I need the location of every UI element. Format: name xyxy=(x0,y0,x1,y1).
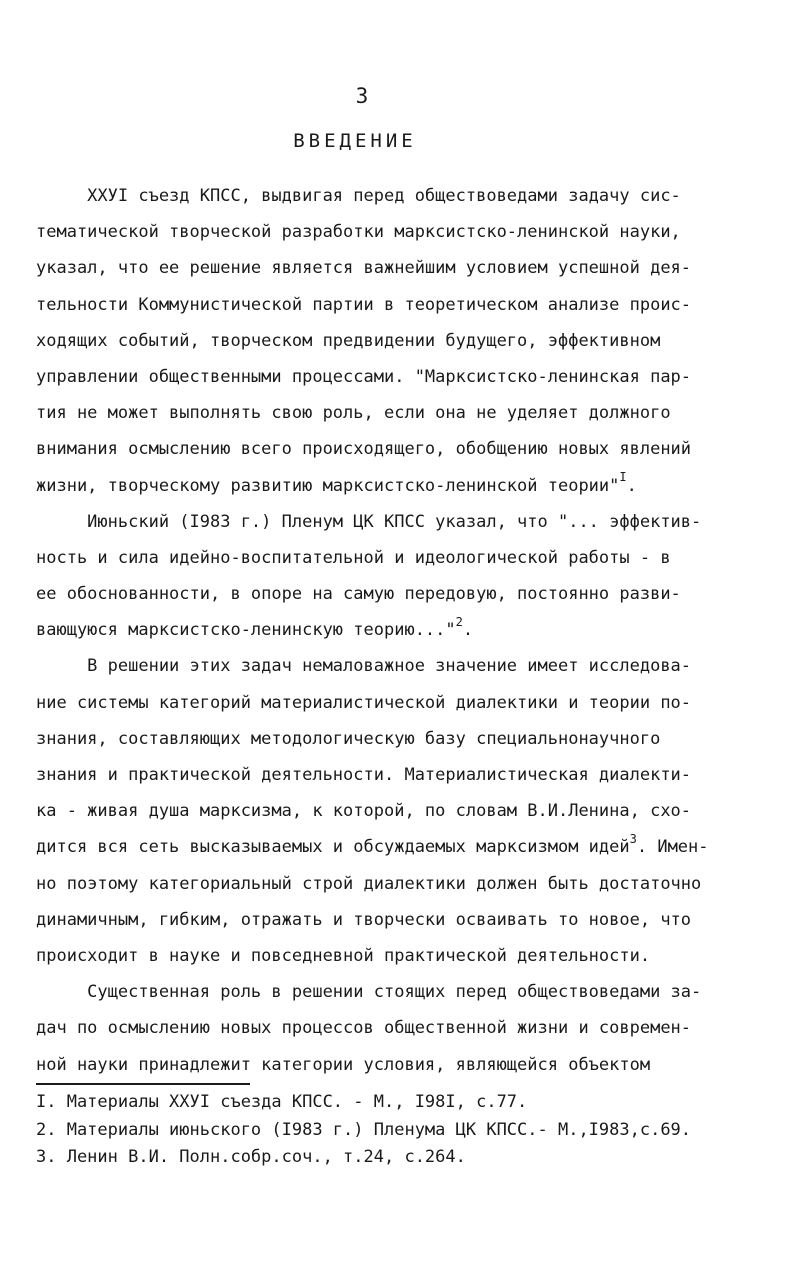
text-line: XXУI съезд КПСС, выдвигая перед обществоведами задачу сис- xyxy=(36,186,681,206)
paragraph-1 xyxy=(36,178,756,504)
text-line: ее обоснованности, в опоре на самую передовую, постоянно разви- xyxy=(36,584,681,605)
footnote-divider xyxy=(36,1083,250,1085)
main-text xyxy=(36,178,756,1083)
text-line: управлении общественными процессами. "Марксистско-ленинская пар- xyxy=(36,366,692,387)
footnote-ref: 2 xyxy=(455,614,463,629)
text-line: тельности Коммунистической партии в теоретическом анализе проис- xyxy=(36,294,692,315)
text-line: дач по осмыслению новых процессов общественной жизни и современ- xyxy=(36,1018,692,1039)
footnote-ref: 3 xyxy=(629,831,637,846)
text-line: указал, что ее решение является важнейшим условием успешной дея- xyxy=(36,258,692,279)
text-line: знания и практической деятельности. Материалистическая диалекти- xyxy=(36,765,692,785)
text-line: внимания осмыслению всего происходящего, обобщению новых явлений xyxy=(36,439,692,460)
paragraph-2 xyxy=(36,504,756,649)
footnote-1: I. Материалы XXУI съезда КПСС. - М., I98I, с.77. xyxy=(36,1092,528,1112)
text-line: но поэтому категориальный строй диалектики должен быть достаточно xyxy=(36,873,702,894)
text-line: ние системы категорий материалистической диалектики и теории по- xyxy=(36,692,692,713)
text-line: тия не может выполнять свою роль, если она не уделяет должного xyxy=(36,403,671,424)
text-line: ность и сила идейно-воспитательной и идеологической работы - в xyxy=(36,547,671,568)
paragraph-4 xyxy=(36,974,756,1083)
text-line: ной науки принадлежит категории условия, являющейся объектом xyxy=(36,1054,651,1075)
text-line xyxy=(36,829,756,865)
page-number: 3 xyxy=(355,84,369,108)
footnote-ref: I xyxy=(619,469,627,484)
text-segment: . xyxy=(462,620,474,641)
text-line: В решении этих задач немаловажное значение имеет исследова- xyxy=(36,656,692,677)
footnotes xyxy=(36,1089,776,1172)
text-line: тематической творческой разработки марксистско-ленинской науки, xyxy=(36,222,681,243)
text-line: ка - живая душа марксизма, к которой, по словам В.И.Ленина, схо- xyxy=(36,801,692,822)
text-segment: . xyxy=(626,475,637,496)
text-line: Июньский (I983 г.) Пленум ЦК КПСС указал, что "... эффектив- xyxy=(36,511,702,532)
paragraph-3 xyxy=(36,648,756,974)
text-segment: вающуюся марксистско-ленинскую теорию..." xyxy=(36,620,456,641)
text-segment: жизни, творческому развитию марксистско-ленинской теории" xyxy=(36,475,620,496)
text-segment: . Имен- xyxy=(636,837,709,858)
text-line xyxy=(36,612,756,648)
text-line: знания, составляющих методологическую базу специальнонаучного xyxy=(36,728,661,749)
text-line: ходящих событий, творческом предвидении будущего, эффективном xyxy=(36,330,661,351)
footnote-2: 2. Материалы июньского (I983 г.) Пленума ЦК КПСС.- М.,I983,с.69. xyxy=(36,1119,692,1140)
footnote-3: 3. Ленин В.И. Полн.собр.соч., т.24, с.264. xyxy=(36,1147,466,1167)
text-line: Существенная роль в решении стоящих перед обществоведами за- xyxy=(36,982,702,1003)
section-title: ВВЕДЕНИЕ xyxy=(293,130,417,152)
text-segment: дится вся сеть высказываемых и обсуждаемых марксизмом идей xyxy=(36,837,630,858)
text-line xyxy=(36,468,756,504)
text-line: происходит в науке и повседневной практической деятельности. xyxy=(36,945,651,966)
text-line: динамичным, гибким, отражать и творчески осваивать то новое, что xyxy=(36,909,692,930)
